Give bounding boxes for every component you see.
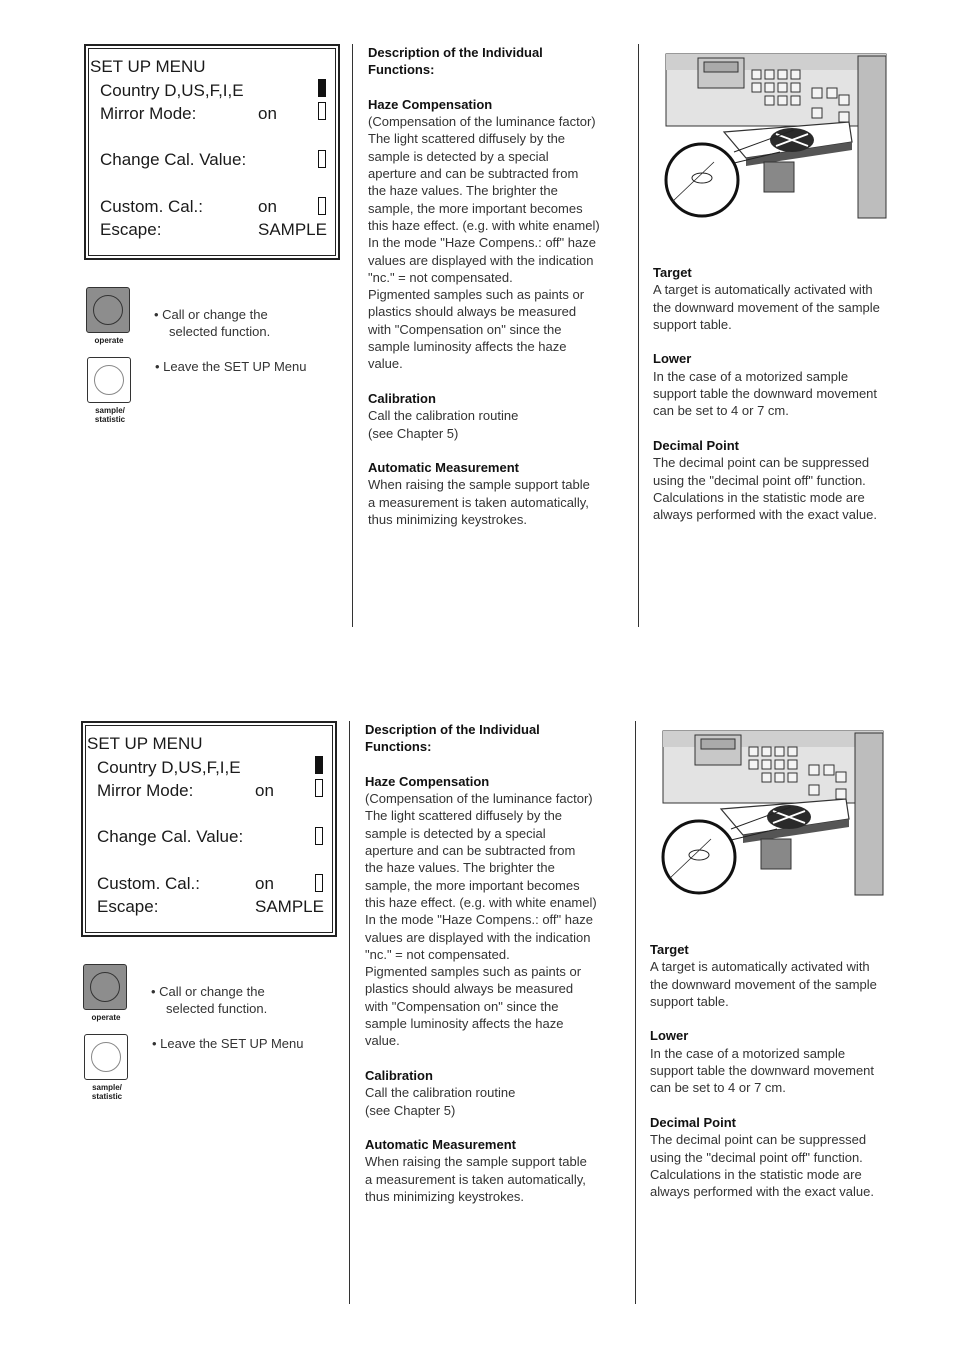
section [365,773,627,1050]
lcd-display [84,44,340,260]
section-line: (Compensation of the luminance factor) [368,114,596,130]
key-label-line: statistic [94,415,126,424]
middle-column-text [365,721,627,1223]
lcd-cursor [315,779,323,797]
sample-statistic-key[interactable] [84,1034,128,1080]
lcd-cursor [318,102,326,120]
section [653,437,923,523]
middle-heading [368,44,630,79]
section-line: using the "decimal point off" function. [650,1149,863,1165]
section-line: A target is automatically activated with [653,282,873,298]
section-title: Haze Compensation [368,96,493,112]
section-line: The decimal point can be suppressed [650,1132,867,1148]
section-line: The light scattered diffusely by the [368,131,566,147]
section [653,350,923,419]
section [368,459,630,528]
lcd-cursor-selected [318,79,326,97]
section-title: Decimal Point [653,437,739,453]
section-line: (see Chapter 5) [368,425,459,441]
lcd-cursor [318,150,326,168]
sample-statistic-key[interactable] [87,357,131,403]
section-line: plastics should always be measured [365,981,574,997]
sample-statistic-key-description [155,358,307,375]
column-divider [352,44,353,627]
heading-line: Description of the Individual [365,722,540,737]
lcd-row-customcal-value: on [258,197,277,216]
key-label-line: sample/ [95,406,125,415]
section-title: Decimal Point [650,1114,736,1130]
section [650,1114,920,1200]
lcd-row-escape-value: SAMPLE [255,897,324,916]
section-line: When raising the sample support table [365,1154,587,1170]
section-line: Call the calibration routine [368,408,519,424]
lcd-row-country-label: Country D,US,F,I,E [100,81,244,100]
operate-key-circle-icon [93,295,123,325]
section-line: the downward movement of the sample [653,299,880,315]
operate-desc-line: • Call or change the [154,307,268,322]
section-line: value. [368,356,403,372]
lcd-row-mirror-value: on [255,781,274,800]
section-line: with "Compensation on" since the [365,998,559,1014]
sample-statistic-key-label [77,1083,137,1101]
lcd-row-calvalue-label: Change Cal. Value: [97,827,244,846]
section-line: aperture and can be subtracted from [368,166,579,182]
operate-key[interactable] [86,287,130,333]
operate-key-circle-icon [90,972,120,1002]
section-line: the downward movement of the sample [650,976,877,992]
section-line: The light scattered diffusely by the [365,808,563,824]
section-title: Target [653,265,692,280]
column-divider [349,721,350,1304]
instrument-illustration [661,729,885,899]
section [365,1067,627,1119]
section-line: this haze effect. (e.g. with white enamel) [365,894,597,910]
operate-key-description [151,983,267,1017]
heading-line: Functions: [365,739,432,755]
lcd-row-country-label: Country D,US,F,I,E [97,758,241,777]
section-line: support table. [650,993,729,1009]
section-line: "nc." = not compensated. [365,946,510,962]
section-line: sample luminosity affects the haze [365,1016,564,1032]
section-line: values are displayed with the indication [368,252,594,268]
section-line: In the case of a motorized sample [653,368,849,384]
operate-key-description [154,306,270,340]
lcd-row-escape-label: Escape: [97,897,159,916]
section-line: Pigmented samples such as paints or [365,964,582,980]
section-line: (Compensation of the luminance factor) [365,791,593,807]
section-line: using the "decimal point off" function. [653,472,866,488]
operate-desc-line: • Call or change the [151,984,265,999]
sample-desc-line: • Leave the SET UP Menu [155,359,307,374]
section-title: Calibration [365,1067,433,1083]
sample-statistic-key-label [80,406,140,424]
lcd-row-escape-value: SAMPLE [258,220,327,239]
section-line: the haze values. The brighter the [368,183,558,199]
middle-column-text [368,44,630,546]
lcd-row-calvalue-label: Change Cal. Value: [100,150,247,169]
section-line: always performed with the exact value. [653,507,877,523]
middle-heading [365,721,627,756]
lcd-title: SET UP MENU [90,57,206,76]
section-title: Target [650,942,689,957]
section [368,96,630,373]
lcd-row-mirror-label: Mirror Mode: [100,104,197,123]
section [653,264,923,333]
right-column-text [653,264,923,541]
sample-statistic-key-circle-icon [91,1042,121,1072]
section-line: "nc." = not compensated. [368,269,513,285]
section-line: When raising the sample support table [368,477,590,493]
right-column-text [650,941,920,1218]
section-line: can be set to 4 or 7 cm. [653,403,789,419]
sample-desc-line: • Leave the SET UP Menu [152,1036,304,1051]
section-line: sample luminosity affects the haze [368,339,567,355]
key-label-line: sample/ [92,1083,122,1092]
section-title: Automatic Measurement [368,460,519,476]
section-line: aperture and can be subtracted from [365,843,576,859]
section-title: Lower [653,351,692,367]
lcd-cursor-selected [315,756,323,774]
section-line: always performed with the exact value. [650,1184,874,1200]
lcd-cursor [315,827,323,845]
sample-statistic-key-description [152,1035,304,1052]
section [368,390,630,442]
lcd-row-escape-label: Escape: [100,220,162,239]
section-line: the haze values. The brighter the [365,860,555,876]
section-line: sample is detected by a special [365,825,546,841]
section-line: sample, the more important becomes [365,877,580,893]
section-line: In the case of a motorized sample [650,1045,846,1061]
section-line: a measurement is taken automatically, [368,494,589,510]
section-line: Call the calibration routine [365,1085,516,1101]
section [650,1027,920,1096]
manual-block [0,677,951,1357]
section-line: A target is automatically activated with [650,959,870,975]
section-line: a measurement is taken automatically, [365,1171,586,1187]
section-line: Calculations in the statistic mode are [650,1166,862,1182]
section-line: support table. [653,316,732,332]
lcd-cursor [315,874,323,892]
section-line: thus minimizing keystrokes. [368,512,527,528]
column-divider [638,44,639,627]
section-line: In the mode "Haze Compens.: off" haze [365,912,593,928]
section-line: sample is detected by a special [368,148,549,164]
section-line: sample, the more important becomes [368,200,583,216]
section-line: Calculations in the statistic mode are [653,489,865,505]
operate-key-label: operate [94,336,124,345]
section-line: support table the downward movement [650,1063,875,1079]
section-line: values are displayed with the indication [365,929,591,945]
lcd-row-customcal-label: Custom. Cal.: [97,874,200,893]
lcd-cursor [318,197,326,215]
instrument-illustration [664,52,888,222]
lcd-display [81,721,337,937]
lcd-row-customcal-label: Custom. Cal.: [100,197,203,216]
operate-key-label: operate [91,1013,121,1022]
lcd-title: SET UP MENU [87,734,203,753]
column-divider [635,721,636,1304]
section [365,1136,627,1205]
section-title: Lower [650,1028,689,1044]
section-line: can be set to 4 or 7 cm. [650,1080,786,1096]
section-line: this haze effect. (e.g. with white enamel) [368,217,600,233]
section-line: The decimal point can be suppressed [653,455,870,471]
heading-line: Description of the Individual [368,45,543,60]
heading-line: Functions: [368,62,435,78]
sample-statistic-key-circle-icon [94,365,124,395]
section-title: Haze Compensation [365,773,490,789]
section-line: support table the downward movement [653,386,878,402]
key-label-line: statistic [91,1092,123,1101]
section-line: value. [365,1033,400,1049]
operate-key[interactable] [83,964,127,1010]
lcd-row-mirror-value: on [258,104,277,123]
operate-desc-line: selected function. [169,324,271,339]
lcd-row-mirror-label: Mirror Mode: [97,781,194,800]
section-line: with "Compensation on" since the [368,321,562,337]
section-title: Calibration [368,390,436,406]
section-line: In the mode "Haze Compens.: off" haze [368,235,596,251]
section-line: plastics should always be measured [368,304,577,320]
lcd-row-customcal-value: on [255,874,274,893]
section-title: Automatic Measurement [365,1137,516,1153]
section-line: (see Chapter 5) [365,1102,456,1118]
operate-desc-line: selected function. [166,1001,268,1016]
section-line: thus minimizing keystrokes. [365,1189,524,1205]
section-line: Pigmented samples such as paints or [368,287,585,303]
section [650,941,920,1010]
